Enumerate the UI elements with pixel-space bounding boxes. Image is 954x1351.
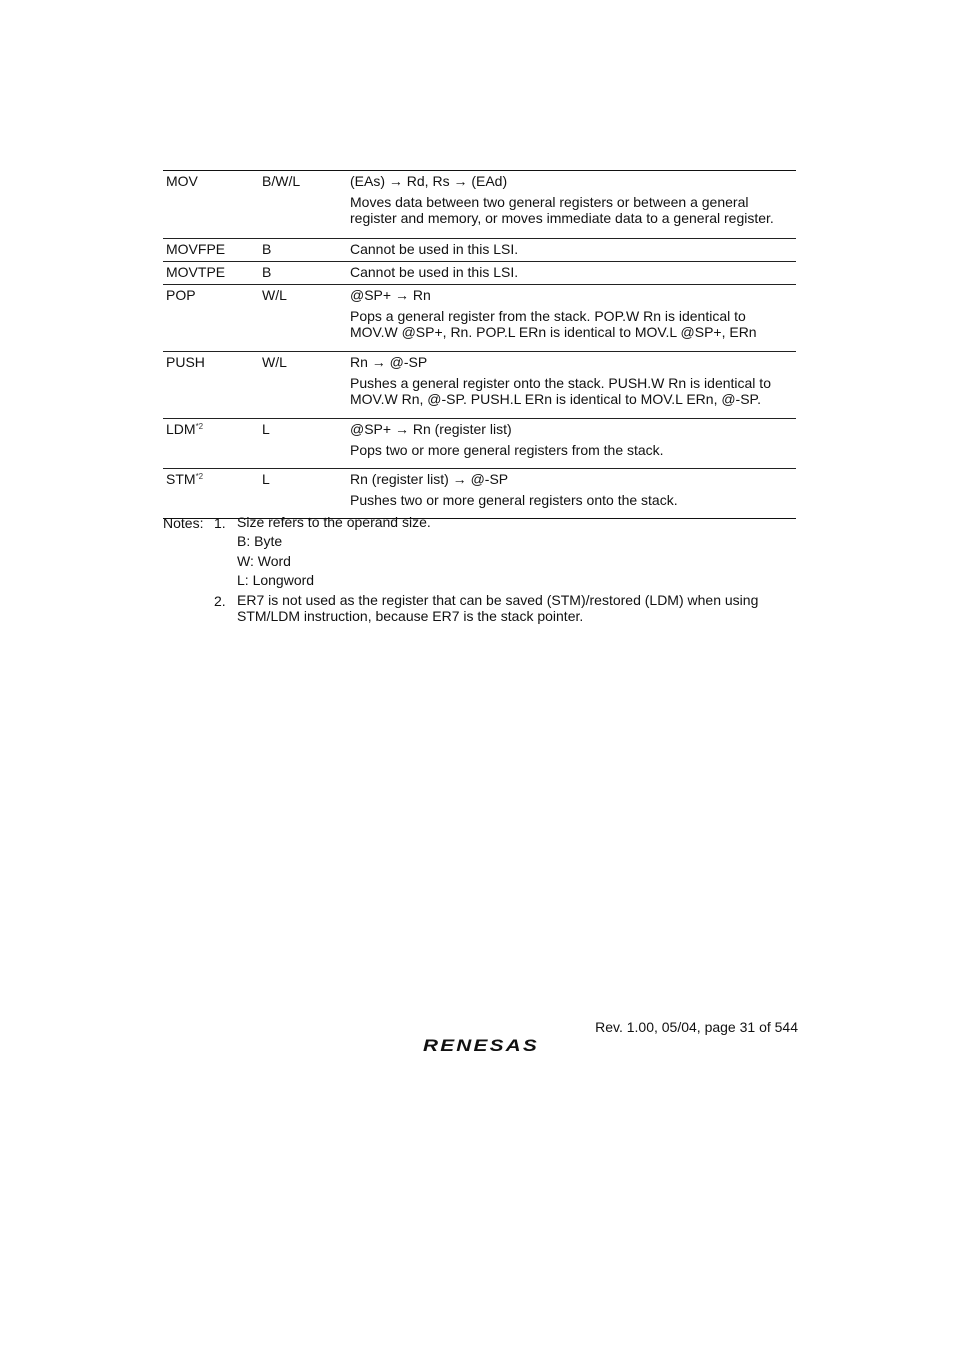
table-row	[163, 468, 796, 519]
footnote-ref: *2	[195, 422, 204, 431]
instruction-name: PUSH	[166, 354, 205, 370]
instruction-name: STM$^{*2}$	[166, 471, 204, 487]
note-text: B: Byte	[237, 533, 283, 550]
function-cell	[347, 285, 796, 351]
description-line: Pushes two or more general registers onto the stack.	[350, 491, 678, 508]
description-line: MOV.W Rn, @-SP. PUSH.L ERn is identical to MOV.L ERn, @-SP.	[350, 391, 761, 407]
table-row	[163, 238, 796, 261]
table-row	[163, 284, 796, 351]
table-row	[163, 351, 796, 418]
note-text: W: Word	[237, 552, 291, 569]
operand-size: B	[262, 241, 272, 257]
description-line: Moves data between two general registers or between a general	[350, 193, 749, 210]
note-text: L: Longword	[237, 572, 315, 589]
operation-text: Rn → @-SP	[350, 354, 428, 370]
operand-size: L	[262, 421, 270, 437]
operand-size: W/L	[262, 354, 287, 370]
footnote-ref: *2	[195, 472, 204, 481]
operand-size: W/L	[262, 287, 287, 303]
operation-text: Cannot be used in this LSI.	[350, 264, 519, 280]
instruction-name: MOVFPE	[166, 241, 226, 257]
instruction-name: POP	[166, 287, 196, 303]
operation-text: Cannot be used in this LSI.	[350, 241, 519, 257]
table-row	[163, 170, 796, 238]
notes-section	[163, 514, 803, 628]
function-cell	[347, 469, 796, 518]
renesas-logo-icon	[421, 1035, 543, 1055]
operation-text: @SP+ → Rn	[350, 287, 431, 303]
table-row	[163, 418, 796, 468]
instruction-name: MOVTPE	[166, 264, 226, 280]
page-revision: Rev. 1.00, 05/04, page 31 of 544	[595, 1019, 798, 1035]
instruction-name: MOV	[166, 173, 198, 189]
operand-size: B	[262, 264, 272, 280]
table-row	[163, 261, 796, 284]
function-cell	[347, 352, 796, 418]
description-line: register and memory, or moves immediate data to a general register.	[350, 210, 774, 226]
operation-text: (EAs) → Rd, Rs → (EAd)	[350, 173, 508, 189]
description-line: Pops a general register from the stack. POP.W Rn is identical to	[350, 307, 746, 324]
function-cell	[347, 171, 796, 238]
operation-text: Rn (register list) → @-SP	[350, 471, 509, 487]
note-text: ER7 is not used as the register that can be saved (STM)/restored (LDM) when using STM/LDM instruction, because ER7 is the stack pointer.	[237, 591, 759, 625]
note-number: 1.	[214, 515, 226, 531]
instruction-name: LDM$^{*2}$	[166, 421, 204, 437]
function-cell	[347, 419, 796, 468]
logo-text: RENESAS	[423, 1036, 539, 1055]
description-line: MOV.W @SP+, Rn. POP.L ERn is identical to MOV.L @SP+, ERn	[350, 324, 757, 340]
notes-header: Notes:	[163, 515, 204, 531]
description-line: Pops two or more general registers from the stack.	[350, 441, 664, 458]
function-cell	[347, 239, 796, 261]
note-text: Size refers to the operand size.	[237, 514, 431, 530]
note-number: 2.	[214, 592, 226, 609]
operation-text: @SP+ → Rn (register list)	[350, 421, 512, 437]
description-line: Pushes a general register onto the stack. PUSH.W Rn is identical to	[350, 374, 771, 391]
instruction-table	[163, 170, 796, 519]
operand-size: L	[262, 471, 270, 487]
operand-size: B/W/L	[262, 173, 301, 189]
function-cell	[347, 262, 796, 284]
